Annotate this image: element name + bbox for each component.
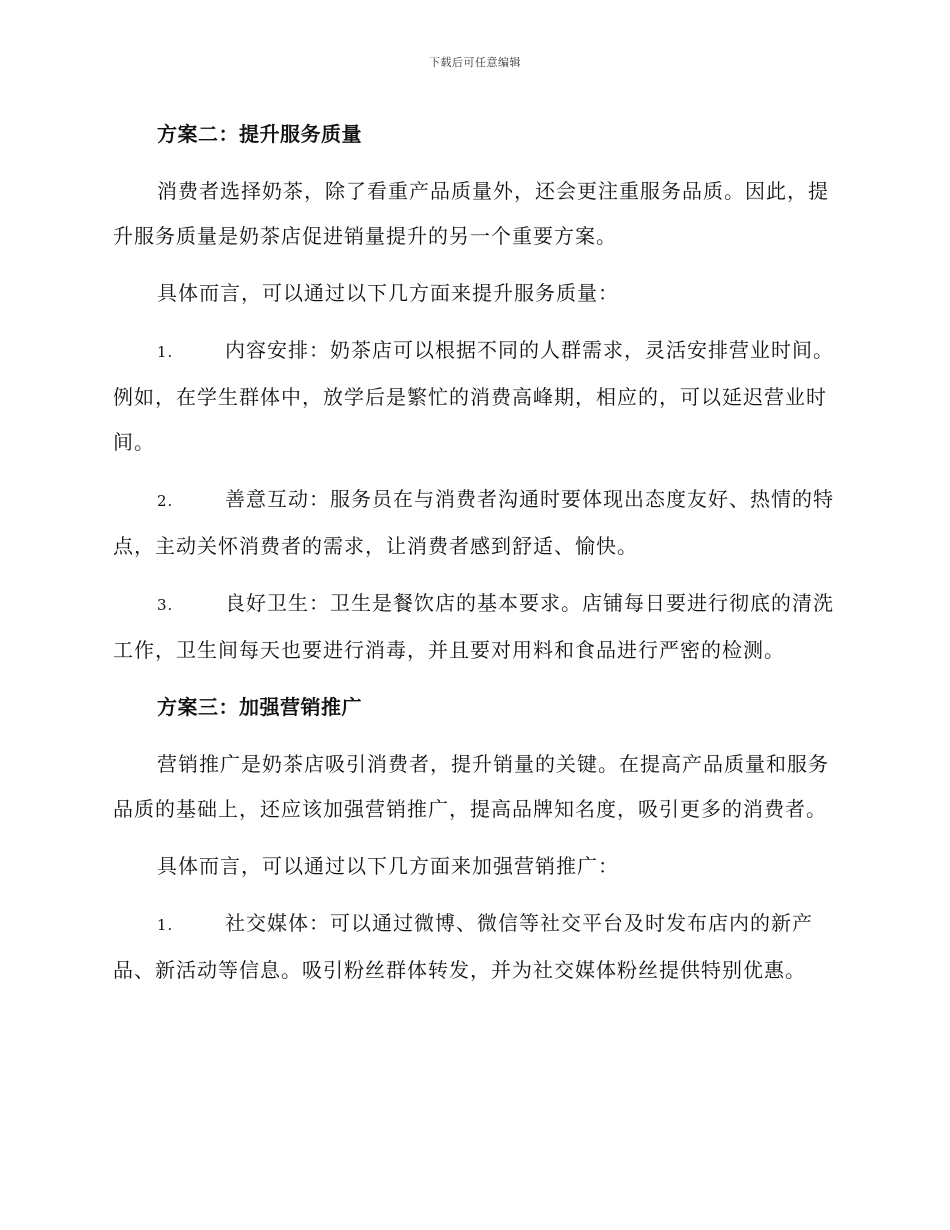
list-number: 1. (157, 916, 174, 934)
section-heading: 方案三：加强营销推广 (157, 695, 362, 719)
paragraph: 具体而言，可以通过以下几方面来加强营销推广： (157, 854, 619, 878)
list-text: 社交媒体：可以通过微博、微信等社交平台及时发布店内的新产品、新活动等信息。吸引粉丝群体转发，并为社交媒体粉丝提供特别优惠。 (113, 911, 813, 982)
paragraph: 具体而言，可以通过以下几方面来提升服务质量： (157, 281, 619, 305)
list-item (113, 901, 843, 993)
page-header: 下载后可任意编辑 (429, 56, 521, 69)
list-item (113, 581, 843, 673)
list-text: 善意互动：服务员在与消费者沟通时要体现出态度友好、热情的特点，主动关怀消费者的需求，让消费者感到舒适、愉快。 (113, 487, 834, 558)
list-number: 1. (157, 343, 174, 361)
list-text: 良好卫生：卫生是餐饮店的基本要求。店铺每日要进行彻底的清洗工作，卫生间每天也要进行消毒，并且要对用料和食品进行严密的检测。 (113, 591, 834, 662)
section-heading: 方案二：提升服务质量 (157, 122, 362, 146)
list-item (113, 328, 843, 465)
list-text: 内容安排：奶茶店可以根据不同的人群需求，灵活安排营业时间。例如，在学生群体中，放学后是繁忙的消费高峰期，相应的，可以延迟营业时间。 (113, 338, 834, 454)
paragraph: 营销推广是奶茶店吸引消费者，提升销量的关键。在提高产品质量和服务品质的基础上，还应该加强营销推广，提高品牌知名度，吸引更多的消费者。 (113, 752, 829, 821)
paragraph: 消费者选择奶茶，除了看重产品质量外，还会更注重服务品质。因此，提升服务质量是奶茶店促进销量提升的另一个重要方案。 (113, 179, 829, 248)
document-body (113, 112, 843, 1005)
list-item (113, 477, 843, 569)
list-number: 2. (157, 492, 174, 510)
list-number: 3. (157, 596, 174, 614)
